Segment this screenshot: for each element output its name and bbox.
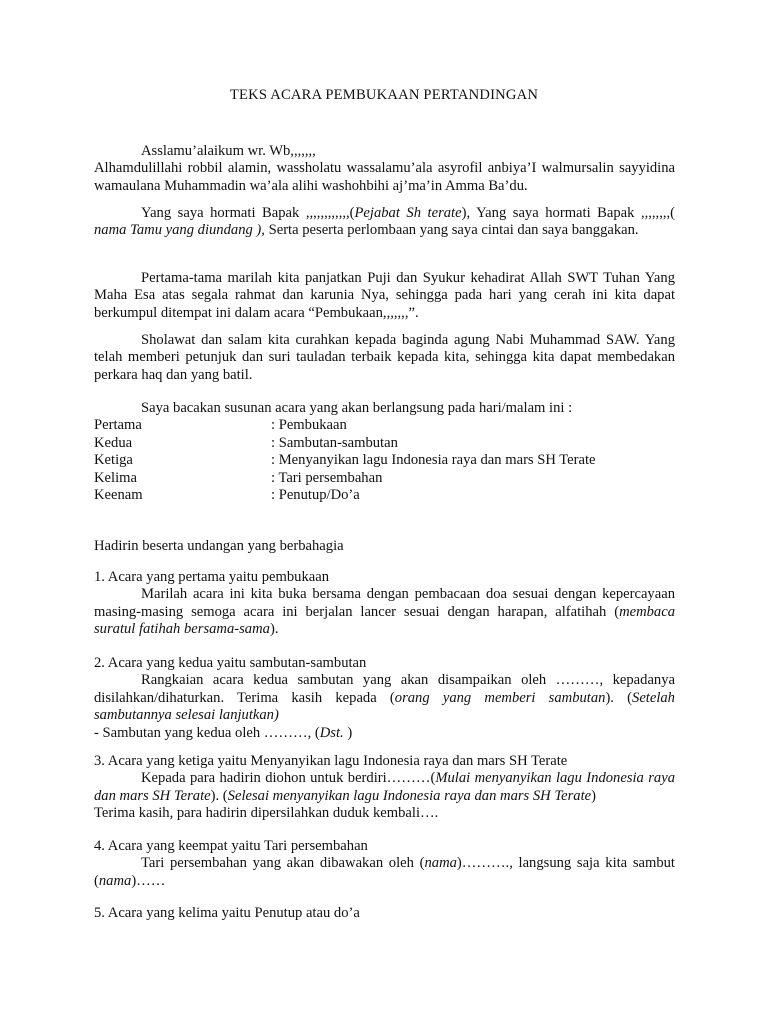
agenda-row bbox=[94, 487, 675, 504]
greeting-alhamdulillah: Alhamdulillahi robbil alamin, wassholatu wassalamu’ala asyrofil anbiya’I walmursalin sayyidina wamaulana Muhammadin wa’ala alihi washohbihi aj’ma’in Amma Ba’du. bbox=[94, 160, 675, 194]
section-3-text-c: ). ( bbox=[210, 787, 228, 804]
agenda-row-label: Pertama bbox=[94, 417, 142, 434]
section-3-instruction-end: Selesai menyanyikan lagu Indonesia raya dan mars SH Terate bbox=[227, 787, 592, 804]
section-1-text-a: Marilah acara ini kita buka bersama dengan pembacaan doa sesuai dengan kepercayaan masing-masing semoga acara ini berjalan lancer sesuai dengan harapan, alfatihah ( bbox=[94, 586, 675, 620]
agenda-intro: Saya bacakan susunan acara yang akan berlangsung pada hari/malam ini : bbox=[141, 400, 573, 416]
agenda-row-value: : Sambutan-sambutan bbox=[271, 434, 398, 451]
agenda-row-value: : Tari persembahan bbox=[271, 469, 383, 486]
section-3 bbox=[94, 753, 675, 823]
section-2-line2-c: ) bbox=[343, 724, 353, 741]
section-4-name-placeholder-2: nama bbox=[98, 872, 132, 889]
agenda-row bbox=[94, 417, 675, 434]
respect-guest-placeholder: nama Tamu yang diundang ), bbox=[94, 222, 265, 239]
agenda-row-label: Ketiga bbox=[94, 452, 133, 469]
agenda-section bbox=[94, 400, 675, 504]
section-2-line2-a: - Sambutan yang kedua oleh ………, ( bbox=[94, 724, 320, 741]
section-2-speaker-placeholder: orang yang memberi sambutan bbox=[394, 689, 606, 706]
section-2-instruction: Setelah sambutannya selesai lanjutkan) bbox=[94, 689, 675, 724]
greeting-paragraph bbox=[94, 143, 675, 195]
agenda-row-value: : Pembukaan bbox=[271, 417, 347, 434]
sholawat-paragraph: Sholawat dan salam kita curahkan kepada baginda agung Nabi Muhammad SAW. Yang telah memberi petunjuk dan suri tauladan terbaik kepada kita, sehingga kita dapat membedakan perkara haq dan yang batil. bbox=[94, 332, 675, 383]
agenda-row bbox=[94, 435, 675, 452]
respect-text-a: Yang saya hormati Bapak ,,,,,,,,,,,,( bbox=[141, 205, 355, 221]
agenda-row-label: Kedua bbox=[94, 434, 133, 451]
section-4-body bbox=[94, 855, 675, 890]
agenda-row bbox=[94, 470, 675, 487]
section-3-text-a: Kepada para hadirin diohon untuk berdiri………( bbox=[141, 770, 436, 787]
agenda-row-value: : Penutup/Do’a bbox=[271, 486, 360, 503]
section-4-text-e: )…… bbox=[131, 872, 166, 889]
section-2-body bbox=[94, 672, 675, 724]
section-5 bbox=[94, 905, 675, 922]
agenda-row-label: Kelima bbox=[94, 469, 137, 486]
section-3-body bbox=[94, 770, 675, 805]
section-5-heading: 5. Acara yang kelima yaitu Penutup atau do’a bbox=[94, 905, 360, 921]
agenda-row-label: Keenam bbox=[94, 486, 143, 503]
document-title: TEKS ACARA PEMBUKAAN PERTANDINGAN bbox=[229, 87, 539, 103]
greeting-salam: Asslamu’alaikum wr. Wb,,,,,,, bbox=[141, 143, 316, 159]
respect-text-e: Serta peserta perlombaan yang saya cintai dan saya banggakan. bbox=[264, 222, 639, 239]
respect-text-c: ), Yang saya hormati Bapak ,,,,,,,,( bbox=[461, 205, 676, 221]
respect-official-placeholder: Pejabat Sh terate bbox=[354, 205, 462, 221]
section-2-next-speaker bbox=[94, 725, 675, 742]
section-1-body bbox=[94, 586, 675, 638]
section-1-text-c: ). bbox=[269, 621, 279, 638]
hadirin-line: Hadirin beserta undangan yang berbahagia bbox=[94, 538, 344, 554]
section-1-instruction: membaca suratul fatihah bersama-sama bbox=[94, 603, 675, 638]
respect-paragraph bbox=[94, 205, 675, 240]
section-2 bbox=[94, 655, 675, 742]
section-2-text-c: ). ( bbox=[605, 689, 633, 706]
section-2-heading: 2. Acara yang kedua yaitu sambutan-sambutan bbox=[94, 655, 367, 671]
section-2-dst: Dst. bbox=[319, 724, 344, 741]
section-4-text-c: )………., langsung saja kita sambut ( bbox=[94, 855, 675, 889]
section-1 bbox=[94, 569, 675, 639]
gratitude-paragraph: Pertama-tama marilah kita panjatkan Puji dan Syukur kehadirat Allah SWT Tuhan Yang Maha Esa atas segala rahmat dan karunia Nya, sehingga pada hari yang cerah ini kita dapat berkumpul ditempat ini dalam acara “Pembukaan,,,,,,,”. bbox=[94, 270, 675, 321]
agenda-row-value: : Menyanyikan lagu Indonesia raya dan mars SH Terate bbox=[271, 452, 596, 469]
section-3-text-e: ) bbox=[591, 787, 596, 804]
section-3-closing: Terima kasih, para hadirin dipersilahkan duduk kembali…. bbox=[94, 805, 439, 822]
agenda-row bbox=[94, 452, 675, 469]
section-3-instruction-start: Mulai menyanyikan lagu Indonesia raya dan mars SH Terate bbox=[94, 770, 675, 804]
section-2-text-a: Rangkaian acara kedua sambutan yang akan disampaikan oleh ………, kepadanya disilahkan/dihaturkan. Terima kasih kepada ( bbox=[94, 672, 675, 706]
section-4-text-a: Tari persembahan yang akan dibawakan oleh ( bbox=[141, 855, 425, 872]
section-3-heading: 3. Acara yang ketiga yaitu Menyanyikan lagu Indonesia raya dan mars SH Terate bbox=[94, 753, 568, 769]
section-4-name-placeholder: nama bbox=[424, 855, 457, 872]
section-4-heading: 4. Acara yang keempat yaitu Tari persembahan bbox=[94, 838, 368, 854]
section-1-heading: 1. Acara yang pertama yaitu pembukaan bbox=[94, 569, 330, 585]
section-4 bbox=[94, 838, 675, 890]
